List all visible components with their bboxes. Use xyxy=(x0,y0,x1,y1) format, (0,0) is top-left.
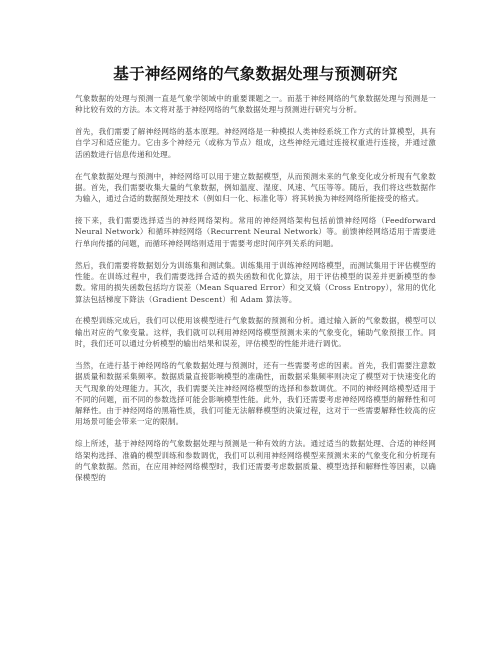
paragraph-data-collection: 在气象数据处理与预测中，神经网络可以用于建立数据模型，从而预测未来的气象变化或分析现有气象数据。首先，我们需要收集大量的气象数据，例如温度、湿度、风速、气压等等。随后，我们将这些数据作为输入，通过合适的数据预处理技术（例如归一化、标准化等）将其转换为神经网络所能接受的格式。 xyxy=(75,171,436,204)
paragraph-principles: 首先，我们需要了解神经网络的基本原理。神经网络是一种模拟人类神经系统工作方式的计算模型，具有自学习和适应能力。它由多个神经元（或称为节点）组成，这些神经元通过连接权重进行连接，并通过激活函数进行信息传递和处理。 xyxy=(75,127,436,159)
document-title: 基于神经网络的气象数据处理与预测研究 xyxy=(113,65,398,83)
paragraph-intro: 气象数据的处理与预测一直是气象学领域中的重要课题之一。而基于神经网络的气象数据处理与预测是一种比较有效的方法。本文将对基于神经网络的气象数据处理与预测进行研究与分析。 xyxy=(75,94,436,115)
paragraph-prediction: 在模型训练完成后，我们可以使用该模型进行气象数据的预测和分析。通过输入新的气象数据，模型可以输出对应的气象变量。这样，我们就可以利用神经网络模型预测未来的气象变化，辅助气象预报工作。同时，我们还可以通过分析模型的输出结果和误差，评估模型的性能并进行调优。 xyxy=(75,316,436,349)
paragraph-training: 然后，我们需要将数据划分为训练集和测试集。训练集用于训练神经网络模型，而测试集用于评估模型的性能。在训练过程中，我们需要选择合适的损失函数和优化算法，用于评估模型的误差并更新模型的参数。常用的损失函数包括均方误差（Mean Squared Error）和交叉熵（Cross Entropy），常用的优化算法包括梯度下降法（Gradient Descent）和 Adam 算法等。 xyxy=(75,260,436,304)
paragraph-architecture: 接下来，我们需要选择适当的神经网络架构。常用的神经网络架构包括前馈神经网络（Feedforward Neural Network）和循环神经网络（Recurrent Neural Network）等。前馈神经网络适用于需要进行单向传播的问题，而循环神经网络则适用于需要考虑时间序列关系的问题。 xyxy=(75,216,436,248)
paragraph-considerations: 当然，在进行基于神经网络的气象数据处理与预测时，还有一些需要考虑的因素。首先，我们需要注意数据质量和数据采集频率。数据质量直接影响模型的准确性，而数据采集频率则决定了模型对于快速变化的天气现象的处理能力。其次，我们需要关注神经网络模型的选择和参数调优。不同的神经网络模型适用于不同的问题，而不同的参数选择可能会影响模型性能。此外，我们还需要考虑神经网络模型的解释性和可解释性。由于神经网络的黑箱性质，我们可能无法解释模型的决策过程，这对于一些需要解释性较高的应用场景可能会带来一定的限制。 xyxy=(75,360,436,427)
paragraph-conclusion: 综上所述，基于神经网络的气象数据处理与预测是一种有效的方法。通过适当的数据处理、合适的神经网络架构选择、准确的模型训练和参数调优，我们可以利用神经网络模型来预测未来的气象变化和分析现有的气象数据。然而，在应用神经网络模型时，我们还需要考虑数据质量、模型选择和解释性等因素，以确保模型的 xyxy=(75,439,436,483)
